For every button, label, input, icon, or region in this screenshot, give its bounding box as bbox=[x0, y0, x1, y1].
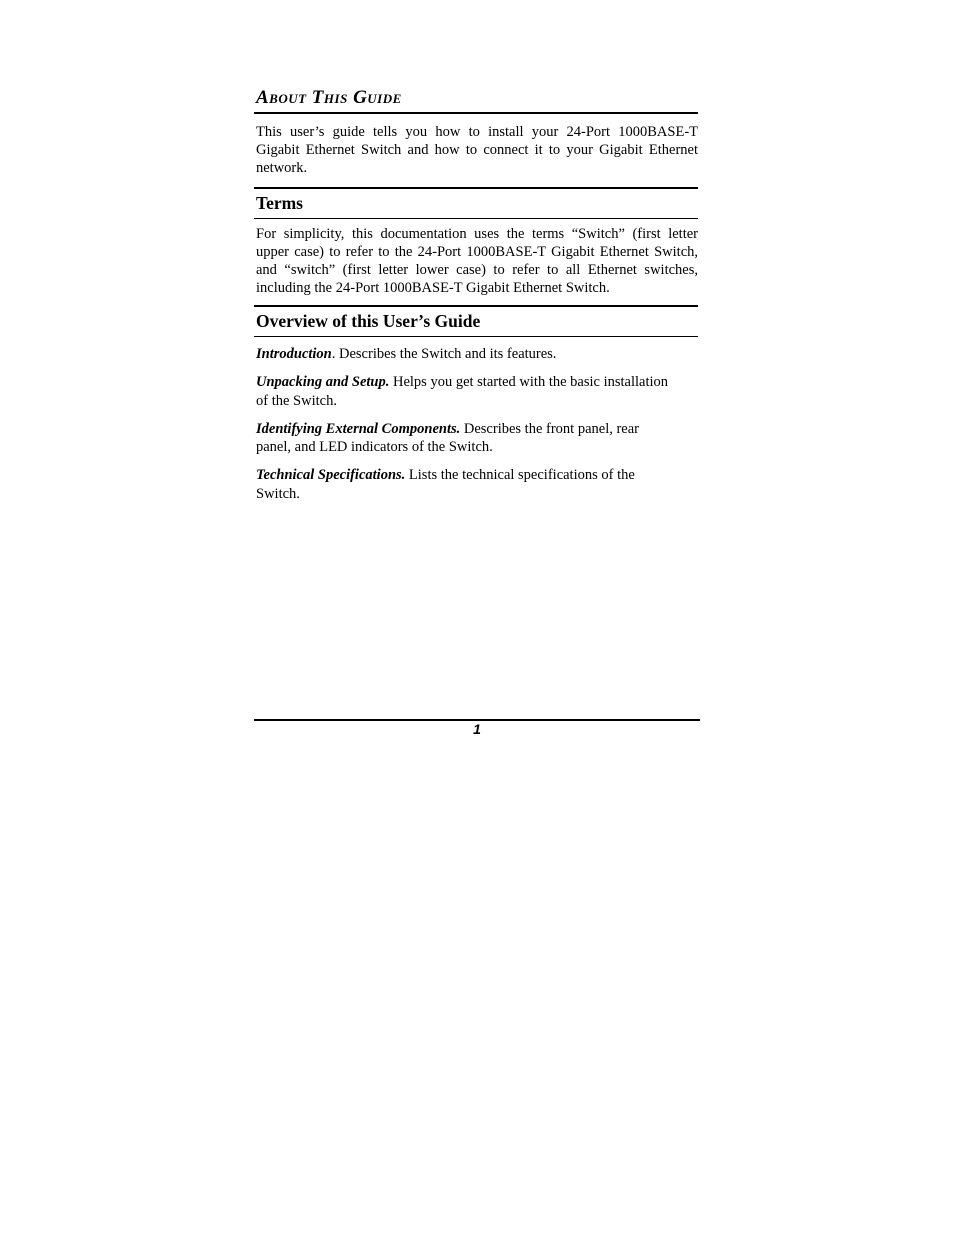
overview-item-term: Technical Specifications. bbox=[256, 467, 406, 484]
overview-item-description: Lists the technical specifications of the Switch. bbox=[256, 467, 635, 502]
overview-item-description: . Describes the Switch and its features. bbox=[331, 346, 557, 363]
overview-item-description: Helps you get started with the basic installation of the Switch. bbox=[256, 374, 669, 409]
terms-heading: Terms bbox=[256, 192, 303, 213]
intro-paragraph: This user’s guide tells you how to install your 24-Port 1000BASE-T Gigabit Ethernet Switch and how to connect it to your Gigabit Ethernet network. bbox=[256, 124, 698, 177]
overview-item-unpacking bbox=[256, 373, 698, 410]
overview-item-term: Introduction bbox=[256, 346, 332, 363]
page-number: 1 bbox=[473, 721, 481, 737]
terms-paragraph: For simplicity, this documentation uses the terms “Switch” (first letter upper case) to refer to the 24-Port 1000BASE-T Gigabit Ethernet Switch, and “switch” (first letter lower case) to refer to all Ethernet switches, including the 24-Port 1000BASE-T Gigabit Ethernet Switch. bbox=[256, 225, 698, 297]
page-title: About This Guide bbox=[256, 87, 402, 108]
overview-item-description: Describes the front panel, rear panel, and LED indicators of the Switch. bbox=[256, 420, 640, 456]
page-content bbox=[256, 86, 698, 519]
page-footer bbox=[254, 719, 700, 738]
title-rule bbox=[254, 112, 698, 114]
overview-bottom-rule bbox=[254, 336, 698, 337]
overview-item-term: Unpacking and Setup. bbox=[256, 374, 390, 391]
overview-item-identifying bbox=[256, 420, 698, 457]
overview-item-introduction bbox=[256, 345, 698, 364]
overview-item-specifications bbox=[256, 466, 698, 503]
terms-bottom-rule bbox=[254, 218, 698, 219]
overview-heading: Overview of this User’s Guide bbox=[256, 311, 481, 332]
overview-list bbox=[256, 345, 698, 503]
overview-item-term: Identifying External Components. bbox=[256, 420, 461, 437]
